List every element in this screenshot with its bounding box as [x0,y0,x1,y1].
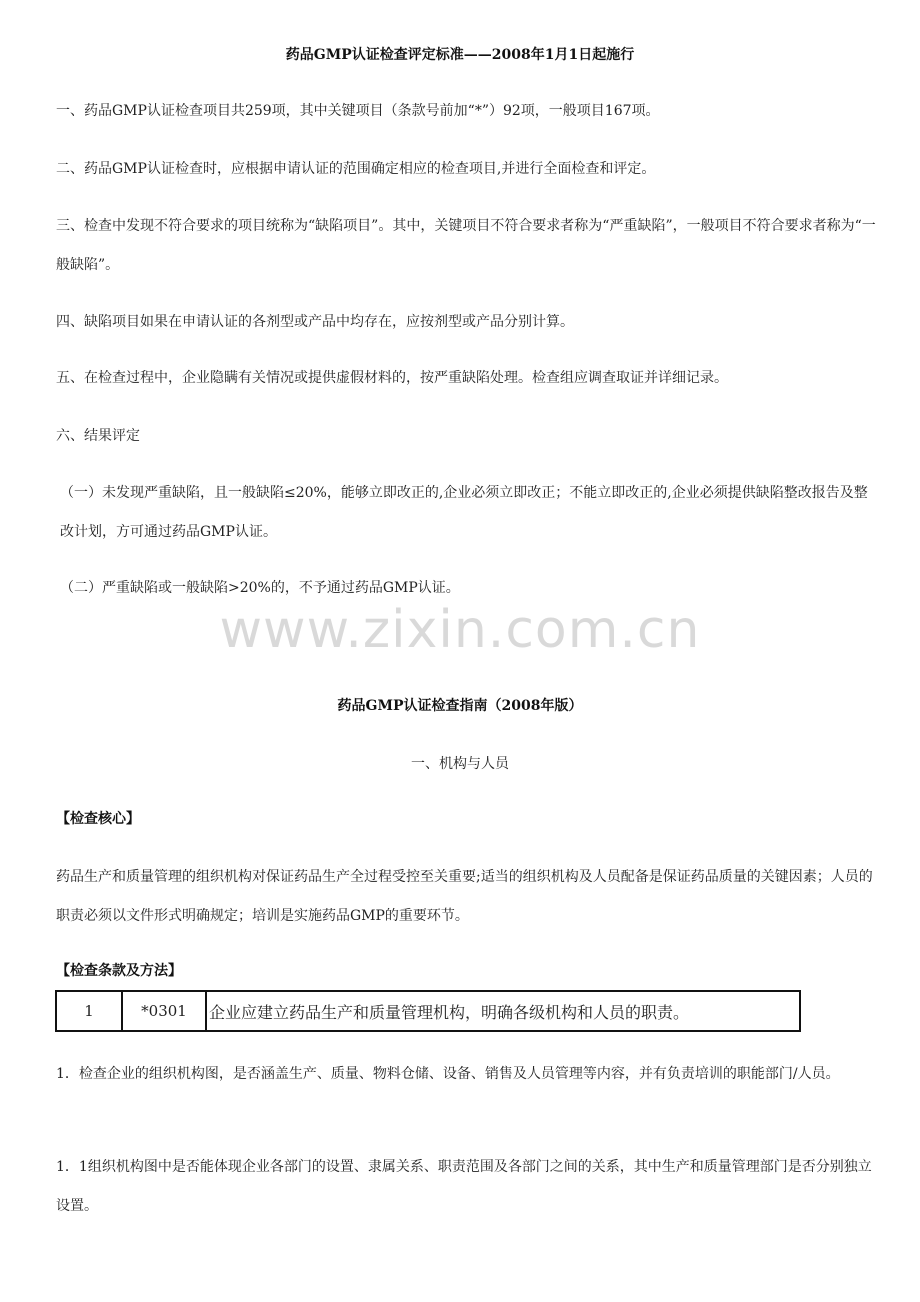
document-title: 药品GMP认证检查评定标准——2008年1月1日起施行 [285,47,635,63]
method-1: 1．检查企业的组织机构图，是否涵盖生产、质量、物料仓储、设备、销售及人员管理等内容，并有负责培训的职能部门/人员。 [56,1066,840,1082]
clause-text: 企业应建立药品生产和质量管理机构，明确各级机构和人员的职责。 [206,991,800,1031]
rule-item-6: 六、结果评定 [56,428,140,444]
section-title: 一、机构与人员 [411,756,509,772]
clause-number: 1 [56,991,122,1031]
watermark: www.zixin.com.cn [219,600,701,660]
clause-table [55,990,801,1032]
clause-code: *0301 [122,991,206,1031]
rule-item-2: 二、药品GMP认证检查时，应根据申请认证的范围确定相应的检查项目,并进行全面检查和评定。 [56,161,656,177]
rule-item-6-1: （一）未发现严重缺陷，且一般缺陷≤20%，能够立即改正的,企业必须立即改正；不能立即改正的,企业必须提供缺陷整改报告及整改计划，方可通过药品GMP认证。 [60,485,868,540]
table-row [56,991,800,1031]
methods-heading: 【检查条款及方法】 [56,963,182,979]
core-text: 药品生产和质量管理的组织机构对保证药品生产全过程受控至关重要;适当的组织机构及人员配备是保证药品质量的关键因素；人员的职责必须以文件形式明确规定；培训是实施药品GMP的重要环节。 [56,869,873,924]
guide-title: 药品GMP认证检查指南（2008年版） [337,698,583,714]
rule-item-4: 四、缺陷项目如果在申请认证的各剂型或产品中均存在，应按剂型或产品分别计算。 [56,314,574,330]
core-heading: 【检查核心】 [56,811,140,827]
rule-item-1: 一、药品GMP认证检查项目共259项，其中关键项目（条款号前加“*”）92项，一般项目167项。 [56,103,660,119]
rule-item-5: 五、在检查过程中，企业隐瞒有关情况或提供虚假材料的，按严重缺陷处理。检查组应调查取证并详细记录。 [56,370,728,386]
rule-item-6-2: （二）严重缺陷或一般缺陷>20%的，不予通过药品GMP认证。 [60,580,460,596]
rule-item-3: 三、检查中发现不符合要求的项目统称为“缺陷项目”。其中，关键项目不符合要求者称为“严重缺陷”，一般项目不符合要求者称为“一般缺陷”。 [56,218,876,273]
method-1-1: 1．1组织机构图中是否能体现企业各部门的设置、隶属关系、职责范围及各部门之间的关系，其中生产和质量管理部门是否分别独立设置。 [56,1159,872,1214]
